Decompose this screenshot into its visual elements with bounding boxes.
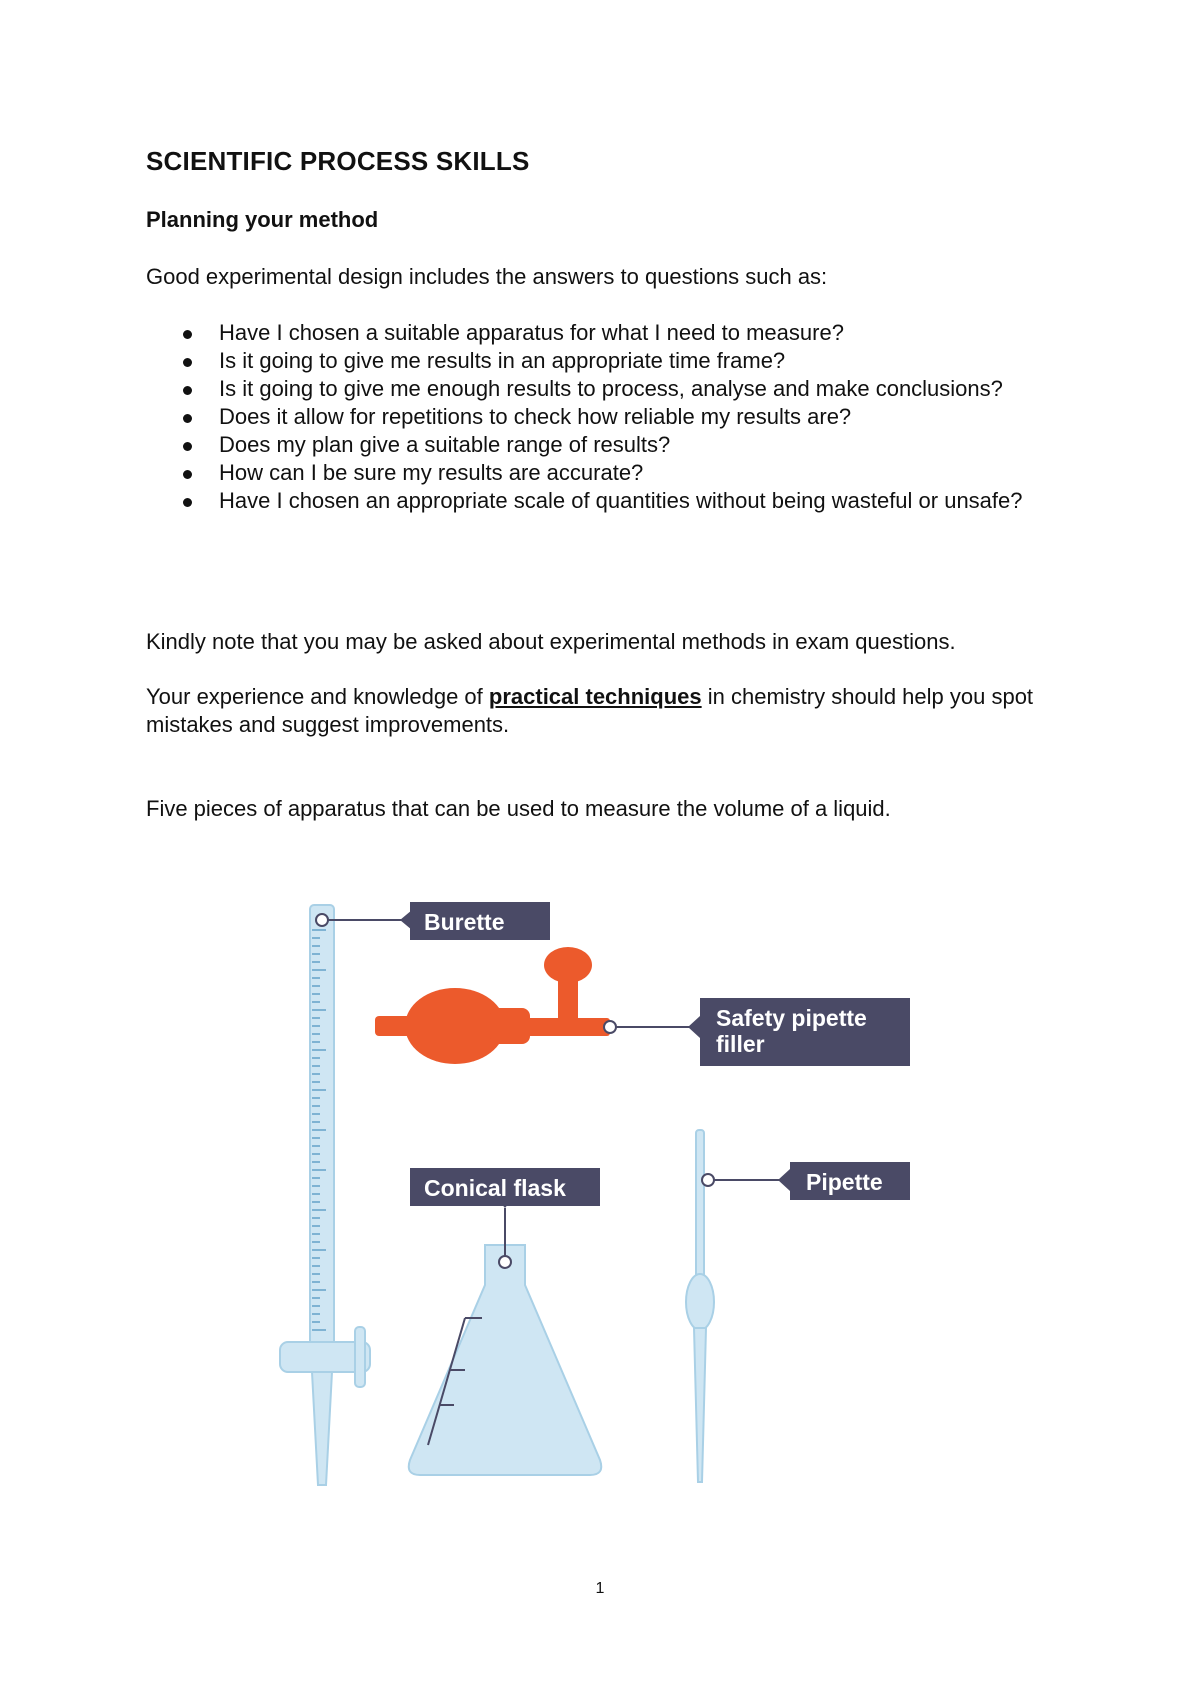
exam-note: Kindly note that you may be asked about experimental methods in exam questions.: [146, 629, 956, 654]
bullet-icon: [183, 414, 192, 423]
conical-flask-label: [410, 1168, 600, 1208]
pipette-label-text: Pipette: [806, 1169, 883, 1195]
bullet-icon: [183, 330, 192, 339]
bullet-icon: [183, 442, 192, 451]
bullet-icon: [183, 386, 192, 395]
list-item: Is it going to give me enough results to process, analyse and make conclusions?: [146, 375, 1046, 403]
list-item: Have I chosen a suitable apparatus for what I need to measure?: [146, 319, 1046, 347]
burette-label-text: Burette: [424, 909, 505, 935]
pipette-label: [778, 1162, 910, 1200]
safety-pipette-filler-label-line2: filler: [716, 1031, 765, 1057]
apparatus-figure: [260, 890, 960, 1490]
experience-paragraph: Your experience and knowledge of practical techniques in chemistry should help you spot mistakes and suggest improvements.: [146, 684, 1034, 737]
list-item: Does it allow for repetitions to check how reliable my results are?: [146, 403, 1046, 431]
page-number: 1: [595, 1580, 605, 1597]
list-item: How can I be sure my results are accurate?: [146, 459, 1046, 487]
list-item: Is it going to give me results in an appropriate time frame?: [146, 347, 1046, 375]
pipette-illustration: [686, 1130, 788, 1482]
bullet-icon: [183, 498, 192, 507]
safety-pipette-filler-illustration: [375, 947, 700, 1064]
safety-pipette-filler-label: [688, 998, 910, 1066]
list-item: Have I chosen an appropriate scale of quantities without being wasteful or unsafe?: [146, 487, 1046, 515]
bullet-icon: [183, 470, 192, 479]
intro-paragraph: Good experimental design includes the answers to questions such as:: [146, 264, 828, 289]
page-title: SCIENTIFIC PROCESS SKILLS: [146, 146, 530, 176]
apparatus-caption: Five pieces of apparatus that can be used to measure the volume of a liquid.: [146, 796, 891, 821]
practical-techniques-link[interactable]: practical techniques: [488, 684, 702, 709]
questions-list: [146, 319, 1046, 515]
burette-illustration: [280, 905, 410, 1485]
safety-pipette-filler-label-line1: Safety pipette: [716, 1005, 867, 1031]
list-item: Does my plan give a suitable range of results?: [146, 431, 1046, 459]
conical-flask-illustration: [409, 1208, 602, 1475]
conical-flask-label-text: Conical flask: [424, 1175, 566, 1201]
burette-label: [400, 902, 550, 940]
section-heading: Planning your method: [146, 207, 379, 232]
bullet-icon: [183, 358, 192, 367]
